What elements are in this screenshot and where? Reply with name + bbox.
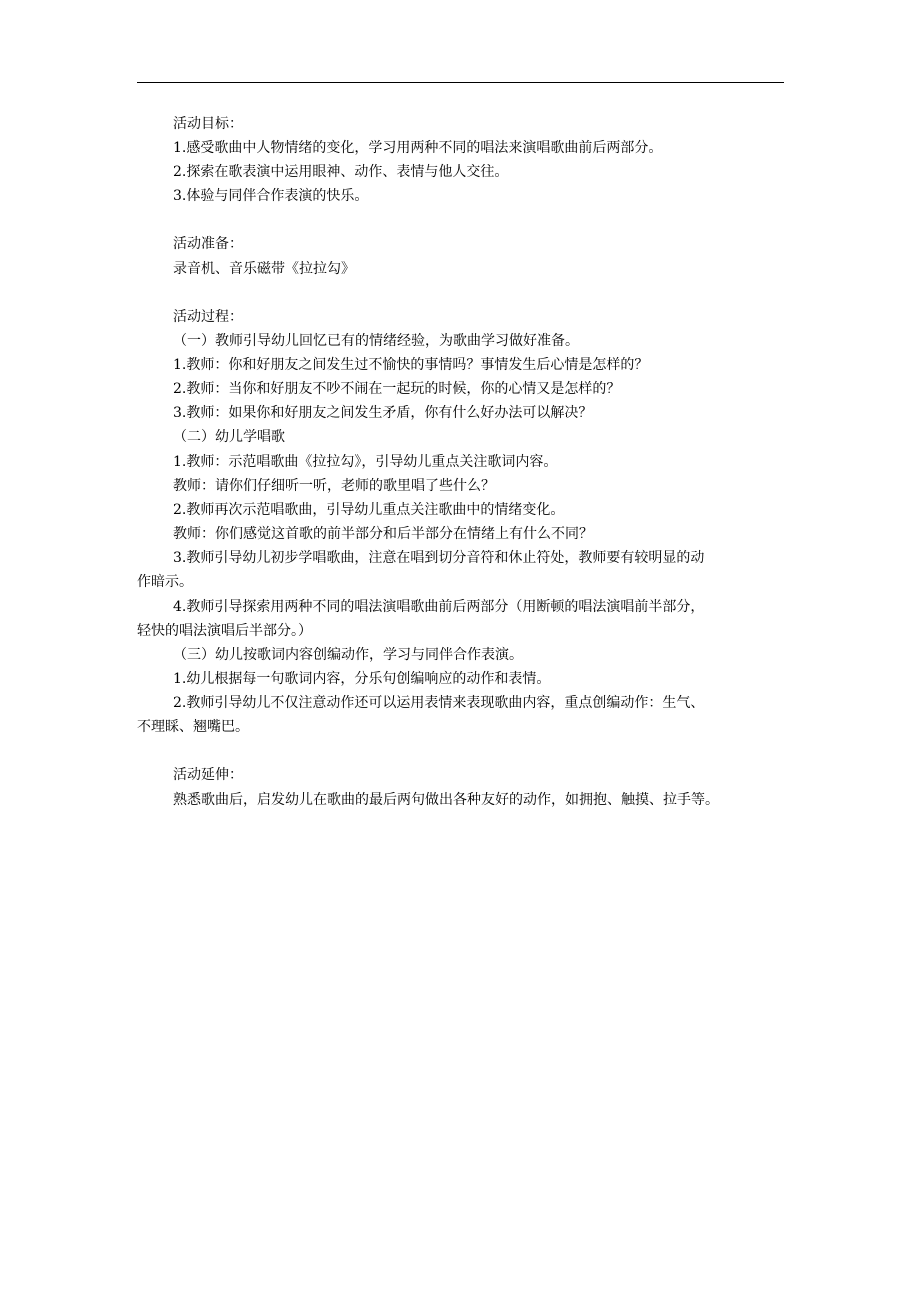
- process-line-8: 2.教师再次示范唱歌曲，引导幼儿重点关注歌曲中的情绪变化。: [173, 502, 565, 518]
- process-line-3: 2.教师：当你和好朋友不吵不闹在一起玩的时候，你的心情又是怎样的？: [173, 381, 621, 397]
- extension-item-1: 熟悉歌曲后，启发幼儿在歌曲的最后两句做出各种友好的动作，如拥抱、触摸、拉手等。: [173, 792, 719, 808]
- process-line-10: 3.教师引导幼儿初步学唱歌曲，注意在唱到切分音符和休止符处，教师要有较明显的动: [173, 550, 705, 566]
- goals-item-2: 2.探索在歌表演中运用眼神、动作、表情与他人交往。: [173, 164, 509, 180]
- goals-heading: 活动目标：: [173, 116, 243, 132]
- process-line-14: （三）幼儿按歌词内容创编动作，学习与同伴合作表演。: [173, 647, 523, 663]
- process-line-5: （二）幼儿学唱歌: [173, 429, 285, 445]
- process-line-13: 轻快的唱法演唱后半部分。）: [137, 623, 312, 639]
- process-line-12: 4.教师引导探索用两种不同的唱法演唱歌曲前后两部分（用断顿的唱法演唱前半部分，: [173, 599, 705, 615]
- process-heading: 活动过程：: [173, 309, 243, 325]
- process-line-17: 不理睬、翘嘴巴。: [137, 719, 249, 735]
- extension-heading: 活动延伸：: [173, 767, 243, 783]
- process-line-16: 2.教师引导幼儿不仅注意动作还可以运用表情来表现歌曲内容，重点创编动作：生气、: [173, 695, 705, 711]
- process-line-4: 3.教师：如果你和好朋友之间发生矛盾，你有什么好办法可以解决？: [173, 405, 593, 421]
- process-line-2: 1.教师：你和好朋友之间发生过不愉快的事情吗？事情发生后心情是怎样的？: [173, 357, 649, 373]
- process-line-7: 教师：请你们仔细听一听，老师的歌里唱了些什么？: [173, 478, 495, 494]
- process-line-11: 作暗示。: [137, 574, 193, 590]
- process-line-1: （一）教师引导幼儿回忆已有的情绪经验，为歌曲学习做好准备。: [173, 333, 579, 349]
- process-line-6: 1.教师：示范唱歌曲《拉拉勾》，引导幼儿重点关注歌词内容。: [173, 454, 558, 470]
- goals-item-1: 1.感受歌曲中人物情绪的变化，学习用两种不同的唱法来演唱歌曲前后两部分。: [173, 140, 663, 156]
- process-line-9: 教师：你们感觉这首歌的前半部分和后半部分在情绪上有什么不同？: [173, 526, 593, 542]
- process-line-15: 1.幼儿根据每一句歌词内容，分乐句创编响应的动作和表情。: [173, 671, 551, 687]
- preparation-heading: 活动准备：: [173, 236, 243, 252]
- goals-item-3: 3.体验与同伴合作表演的快乐。: [173, 188, 369, 204]
- preparation-item-1: 录音机、音乐磁带《拉拉勾》: [173, 261, 355, 277]
